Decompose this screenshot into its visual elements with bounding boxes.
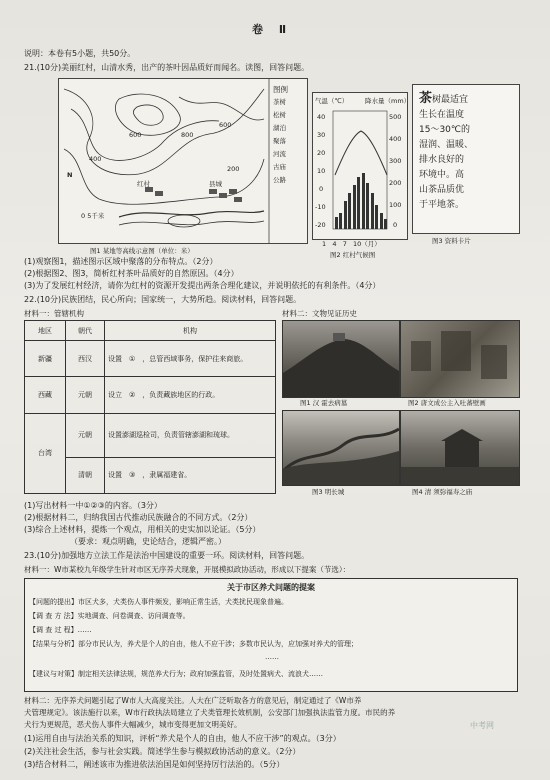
admin-table-grid bbox=[24, 320, 276, 494]
q21-sub1: (1)观察图1，描述图示区域中聚落的分布特点。（2分） bbox=[24, 257, 218, 266]
q23-m2-line3: 犬行为更规范，恶犬伤人事件大幅减少，城市变得更加文明美好。 bbox=[24, 720, 242, 729]
row4-dynasty: 清朝 bbox=[66, 457, 105, 493]
proposal-line-5: …… bbox=[265, 653, 279, 661]
q22-sub3: (3)综合上述材料，提炼一个观点，用相关的史实加以论证。（5分） bbox=[24, 525, 261, 534]
watermark: 中考网 bbox=[470, 721, 494, 730]
info-card bbox=[412, 84, 520, 234]
info-line-3: 15～30℃的 bbox=[419, 125, 471, 135]
legend-settlement: 聚落 bbox=[273, 137, 286, 145]
photo-great-wall bbox=[282, 410, 400, 486]
tick-x-4: 4 bbox=[332, 240, 337, 248]
row2-org: 设立 ② ，负责藏族地区的行政。 bbox=[105, 377, 276, 413]
section-note: 说明：本卷有5小题，共50分。 bbox=[24, 49, 136, 58]
row2-dynasty: 元朝 bbox=[66, 377, 105, 413]
climate-ylabel-right: 降水量（mm） bbox=[365, 97, 411, 105]
photo-great-wall-svg bbox=[283, 411, 399, 485]
proposal-box bbox=[24, 578, 518, 692]
tick-right-200: 200 bbox=[389, 179, 402, 187]
proposal-title: 关于市区养犬问题的提案 bbox=[227, 583, 315, 592]
place-county: 县城 bbox=[209, 180, 222, 188]
tick-right-500: 500 bbox=[389, 113, 402, 121]
q23-m2-line2: 犬管理规定》。该法施行以来，W市行政执法局建立了犬类管理长效机制，公安部门加强执法监管力度。市民的养 bbox=[24, 708, 396, 717]
q23-m2-line1: 材料二：无序养犬问题引起了W市人大高度关注。人大在广泛听取各方的意见后，制定通过了《W市养 bbox=[24, 696, 362, 705]
info-line-6: 环境中。高 bbox=[419, 170, 465, 180]
photo-cap-3: 图3 明长城 bbox=[312, 488, 345, 496]
tick-left-m20: -20 bbox=[315, 221, 326, 229]
tick-x-1: 1 bbox=[322, 240, 327, 248]
tick-left-20: 20 bbox=[317, 149, 326, 157]
tick-x-10: 10（月） bbox=[353, 240, 381, 248]
photo-xumifushou-temple bbox=[400, 410, 520, 486]
contour-label-600b: 600 bbox=[219, 121, 232, 129]
tick-x-7: 7 bbox=[342, 240, 347, 248]
info-line-5: 排水良好的 bbox=[419, 155, 465, 165]
row3-region: 台湾 bbox=[25, 413, 66, 493]
photo-cap-1: 图1 汉 霍去病墓 bbox=[300, 399, 348, 407]
q23-m1: 材料一：W市某校九年级学生针对市区无序养犬现象，开展模拟政协活动，形成以下提案（节选）： bbox=[24, 565, 351, 574]
row1-dynasty: 西汉 bbox=[66, 341, 105, 377]
legend-tea: 茶树 bbox=[273, 98, 286, 106]
q21-stem: 21.(10分)美丽红村，山清水秀，出产的茶叶因品质好而闻名。读图，回答问题。 bbox=[24, 63, 310, 72]
th-org: 机构 bbox=[105, 321, 276, 341]
q22-stem: 22.(10分)民族团结，民心所向；国家统一，大势所趋。阅读材料，回答问题。 bbox=[24, 295, 302, 304]
tick-left-0: 0 bbox=[319, 185, 324, 193]
q21-sub2: (2)根据图2、图3，简析红村茶叶品质好的自然原因。（4分） bbox=[24, 269, 239, 278]
tick-left-m10: -10 bbox=[315, 203, 326, 211]
fig2-caption: 图2 红村气候图 bbox=[330, 251, 376, 259]
legend-river: 河流 bbox=[273, 150, 286, 158]
proposal-line-4: 【结果与分析】部分市民认为，养犬是个人的自由，他人不应干涉；多数市民认为，应加强对养犬的管理； bbox=[29, 640, 358, 648]
info-line-4: 湿润、温暖、 bbox=[419, 140, 474, 150]
row2-region: 西藏 bbox=[25, 377, 66, 413]
tick-right-0: 0 bbox=[393, 221, 398, 229]
legend-title: 图例 bbox=[273, 85, 288, 94]
photo-temple-svg bbox=[401, 411, 519, 485]
contour-map bbox=[58, 78, 308, 244]
contour-label-800: 800 bbox=[181, 131, 194, 139]
contour-label-200: 200 bbox=[227, 165, 240, 173]
row1-org: 设置 ① ，总管西域事务，保护往来商旅。 bbox=[105, 341, 276, 377]
place-honcun: 红村 bbox=[137, 180, 150, 188]
legend-lake: 湖泊 bbox=[273, 124, 286, 132]
climate-ylabel-left: 气温（℃） bbox=[315, 97, 349, 105]
q21-sub3: (3)为了发展红村经济，请你为红村的资源开发提出两条合理化建议，并说明依托的有利条件。（4分） bbox=[24, 281, 381, 290]
info-card-text bbox=[419, 91, 473, 213]
th-region: 地区 bbox=[25, 321, 66, 341]
proposal-line-2: 【调 查 方 法】实地调查、问卷调查、访问调查等。 bbox=[29, 612, 190, 620]
photo-wencheng-mural bbox=[400, 320, 520, 398]
climate-x-ticks bbox=[322, 239, 381, 248]
info-line-7: 山茶品质优 bbox=[419, 185, 465, 195]
legend-road: 公路 bbox=[273, 176, 286, 184]
fig3-caption: 图3 资料卡片 bbox=[432, 237, 471, 245]
row1-region: 新疆 bbox=[25, 341, 66, 377]
photo-wencheng-svg bbox=[401, 321, 519, 397]
photo-huoqubing-tomb bbox=[282, 320, 400, 398]
row4-org: 设置 ③ ，隶属福建省。 bbox=[105, 457, 276, 493]
th-dynasty: 朝代 bbox=[66, 321, 105, 341]
north-arrow-icon: N bbox=[67, 171, 73, 179]
q22-requirement: （要求：观点明确，史论结合，逻辑严密。） bbox=[70, 537, 226, 546]
q22-m2-title: 材料二：文物见证历史 bbox=[282, 309, 357, 318]
q23-sub2: (2)关注社会生活，参与社会实践。简述学生参与模拟政协活动的意义。（2分） bbox=[24, 747, 301, 756]
tick-left-40: 40 bbox=[317, 113, 326, 121]
row3-org: 设置澎湖巡检司，负责管辖澎湖和琉球。 bbox=[105, 413, 276, 457]
q22-m1-title: 材料一：管辖机构 bbox=[24, 309, 84, 318]
photo-cap-4: 图4 清 须弥福寿之庙 bbox=[412, 488, 473, 496]
climate-chart bbox=[312, 92, 411, 240]
legend-temple: 古庙 bbox=[273, 163, 286, 171]
contour-label-400: 400 bbox=[89, 155, 102, 163]
info-line-1: 树最适宜 bbox=[432, 95, 469, 105]
scale-bar: 0 5千米 bbox=[81, 212, 105, 220]
admin-table bbox=[24, 320, 276, 494]
photo-huoqubing-svg bbox=[283, 321, 399, 397]
q23-sub1: (1)运用自由与法治关系的知识，评析“养犬是个人的自由，他人不应干涉”的观点。（3分） bbox=[24, 734, 341, 743]
photo-cap-2: 图2 唐文成公主入吐蕃壁画 bbox=[408, 399, 486, 407]
map-legend bbox=[273, 83, 307, 187]
tick-right-100: 100 bbox=[389, 201, 402, 209]
proposal-line-1: 【问题的提出】市区犬多，犬类伤人事件频发，影响正常生活，犬类扰民现象普遍。 bbox=[29, 598, 288, 606]
info-line-2: 生长在温度 bbox=[419, 110, 465, 120]
q22-sub1: (1)写出材料一中①②③的内容。（3分） bbox=[24, 501, 162, 510]
info-line-8: 于平地茶。 bbox=[419, 200, 465, 210]
tick-right-400: 400 bbox=[389, 135, 402, 143]
proposal-line-6: 【建议与对策】制定相关法律法规，规范养犬行为；政府加强监管，及时处置病犬、流浪犬…… bbox=[29, 670, 323, 678]
tick-right-300: 300 bbox=[389, 157, 402, 165]
tick-left-10: 10 bbox=[317, 167, 326, 175]
q23-sub3: (3)结合材料二，阐述该市为推进依法治国是如何坚持厉行法治的。（5分） bbox=[24, 760, 285, 769]
legend-pine: 松树 bbox=[273, 111, 286, 119]
proposal-line-3: 【调 查 过 程】…… bbox=[29, 626, 92, 634]
fig1-caption: 图1 某地等高线示意图（单位：米） bbox=[90, 247, 194, 255]
tick-left-30: 30 bbox=[317, 131, 326, 139]
row3-dynasty: 元朝 bbox=[66, 413, 105, 457]
section-title: 卷 Ⅱ bbox=[252, 23, 293, 36]
q22-sub2: (2)根据材料二，归纳我国古代推动民族融合的不同方式。（2分） bbox=[24, 513, 253, 522]
q23-stem: 23.(10分)加强地方立法工作是法治中国建设的重要一环。阅读材料，回答问题。 bbox=[24, 551, 310, 560]
info-card-big-char: 茶 bbox=[419, 91, 433, 106]
contour-label-600a: 600 bbox=[129, 131, 142, 139]
